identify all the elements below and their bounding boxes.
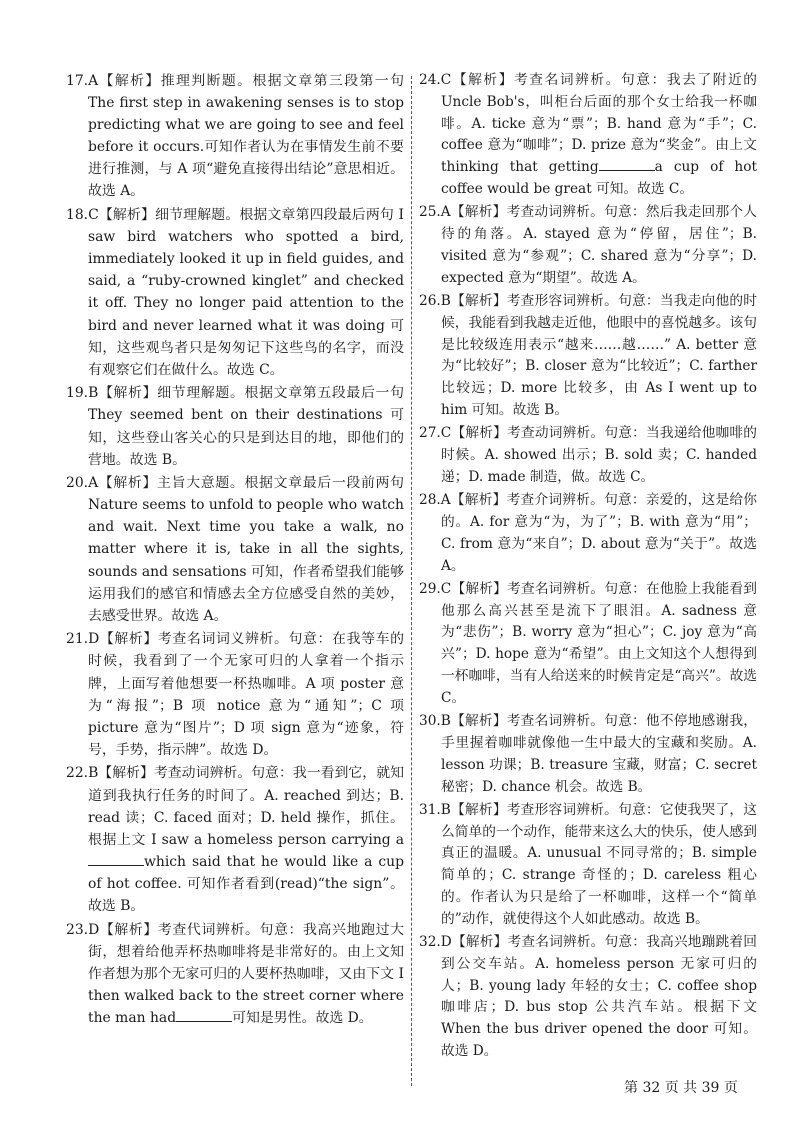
fill-in-blank (176, 1009, 232, 1022)
answer-item (419, 579, 757, 710)
item-explanation: B【解析】考查名词辨析。句意：他不停地感谢我，手里握着咖啡就像他一生中最大的宝藏和奖励。A. lesson 功课；B. treasure 宝藏，财富；C. secret 秘密；D. chance 机会。故选 B。 (440, 713, 757, 795)
answer-item (66, 382, 404, 470)
answer-item (419, 711, 757, 798)
column-divider (411, 76, 412, 1086)
item-explanation-continued: 可知是男性。故选 D。 (232, 1009, 373, 1026)
item-explanation: C【解析】细节理解题。根据文章第四段最后两句 I saw bird watchers who spotted a bird, immediately looked it up in field guides, and said, a “ruby-crowned kinglet” and checked it off. They no longer paid attention to the bird and never learned what it was doing 可知，这些观鸟者只是匆匆记下这些鸟的名字，而没有观察它们在做什么。故选 C。 (88, 207, 404, 378)
item-number: 26. (419, 292, 441, 309)
answer-item (66, 919, 404, 1029)
item-explanation-continued: which said that he would like a cup of hot coffee. 可知作者看到(read)“the sign”。故选 B。 (88, 853, 404, 914)
answer-item (419, 800, 757, 931)
answer-item (419, 423, 757, 488)
fill-in-blank (88, 853, 144, 866)
item-explanation: C【解析】考查名词辨析。句意：在他脸上我能看到他那么高兴甚至是流下了眼泪。A. sadness 意为“悲伤”；B. worry 意为“担心”；C. joy 意为“高兴”；D. hope 意为“希望”。由上文知这个人想得到一杯咖啡，当有人给送来的时候肯定是“高兴”。故选 C。 (440, 580, 757, 706)
answer-item (66, 762, 404, 917)
answer-item (66, 70, 404, 203)
item-number: 27. (419, 425, 441, 442)
item-explanation: D【解析】考查代词辨析。句意：我高兴地跑过大街，想着给他弄杯热咖啡将是非常好的。由上文知作者想为那个无家可归的人要杯热咖啡，又由下文 I then walked back to the street corner where the man had (88, 921, 404, 1026)
item-explanation: D【解析】考查名词词义辨析。句意：在我等车的时候，我看到了一个无家可归的人拿着一个指示牌，上面写着他想要一杯热咖啡。A 项 poster 意为“海报”；B 项 notice 意为“通知”；C 项 picture 意为“图片”；D 项 sign 意为“迹象，符号，手势，指示牌”。故选 D。 (88, 631, 404, 758)
item-explanation: A【解析】推理判断题。根据文章第三段第一句 The first step in awakening senses is to stop predicting what we are going to see and feel before it occurs.可知作者认为在事情发生前不要进行推测，与 A 项“避免直接得出结论”意思相近。故选 A。 (88, 73, 404, 200)
item-number: 17. (66, 73, 89, 89)
right-column (419, 70, 757, 1064)
item-number: 25. (419, 204, 441, 221)
answer-item (66, 628, 404, 761)
item-number: 31. (419, 801, 441, 818)
item-explanation: A【解析】主旨大意题。根据文章最后一段前两句 Nature seems to unfold to people who watch and wait. Next time you take a walk, no matter where it is, take in all the sights, sounds and sensations 可知，作者希望我们能够运用我们的感官和情感去全方位感受自然的美妙，去感受世界。故选 A。 (88, 475, 404, 624)
answer-item (419, 202, 757, 289)
item-explanation: A【解析】考查介词辨析。句意：亲爱的，这是给你的。A. for 意为“为，为了”；B. with 意为“用”；C. from 意为“来自”；D. about 意为“关于”。故选 A。 (440, 492, 757, 574)
answer-item (66, 472, 404, 627)
answer-item (419, 291, 757, 422)
item-explanation: B【解析】考查形容词辨析。句意：它使我哭了，这么简单的一个动作，能带来这么大的快乐，使人感到真正的温暖。A. unusual 不同寻常的；B. simple 简单的；C. strange 奇怪的；D. careless 粗心的。作者认为只是给了一杯咖啡，这样一个“简单的”动作，就使得这个人如此感动。故选 B。 (440, 801, 757, 927)
item-number: 24. (419, 72, 441, 88)
item-explanation: A【解析】考查动词辨析。句意：然后我走回那个人待的角落。A. stayed 意为“停留，居住”；B. visited 意为“参观”；C. shared 意为“分享”；D. expected 意为“期望”。故选 A。 (440, 204, 757, 286)
item-explanation: B【解析】考查形容词辨析。句意：当我走向他的时候，我能看到我越走近他，他眼中的喜悦越多。该句是比较级连用表示“越来……越……” A. better 意为“比较好”；B. closer 意为“比较近”；C. farther 比较远；D. more 比较多，由 As I went up to him 可知。故选 B。 (440, 292, 757, 418)
item-explanation: D【解析】考查名词辨析。句意：我高兴地蹦跳着回到公交车站。A. homeless person 无家可归的人；B. young lady 年轻的女士；C. coffee shop 咖啡店；D. bus stop 公共汽车站。根据下文 When the bus driver opened the door 可知。故选 D。 (440, 934, 757, 1060)
answer-item (419, 490, 757, 577)
fill-in-blank (599, 158, 655, 171)
item-number: 29. (419, 580, 441, 597)
item-explanation: B【解析】考查动词辨析。句意：我一看到它，就知道到我执行任务的时间了。A. reached 到达；B. read 读；C. faced 面对；D. held 操作，抓住。根据上文 I saw a homeless person carrying a (88, 765, 404, 848)
answer-item (419, 70, 757, 201)
item-explanation: C【解析】考查名词辨析。句意：我去了附近的 Uncle Bob's，叫柜台后面的那个女士给我一杯咖啡。A. ticke 意为“票”；B. hand 意为“手”；C. coffee 意为“咖啡”；D. prize 意为“奖金”。由上文 thinking that getting (440, 72, 757, 176)
answer-item (66, 204, 404, 381)
item-explanation: B【解析】细节理解题。根据文章第五段最后一句 They seemed bent on their destinations 可知，这些登山客关心的只是到达目的地，即他们的营地。故选 B。 (88, 385, 404, 468)
item-number: 23. (66, 921, 89, 938)
item-explanation-continued: a cup of hot coffee would be great 可知。故选 C。 (441, 159, 757, 197)
item-number: 32. (419, 934, 441, 951)
item-number: 30. (419, 713, 441, 730)
item-number: 22. (66, 765, 89, 782)
item-number: 18. (66, 207, 89, 224)
item-number: 20. (66, 475, 89, 492)
item-number: 19. (66, 385, 89, 402)
item-explanation: C【解析】考查动词辨析。句意：当我递给他咖啡的时候。A. showed 出示；B. sold 卖；C. handed 递；D. made 制造，做。故选 C。 (440, 425, 757, 485)
answer-item (419, 932, 757, 1063)
item-number: 28. (419, 492, 441, 509)
left-column (66, 70, 404, 1031)
page-number: 第 32 页 共 39 页 (624, 1080, 738, 1096)
item-number: 21. (66, 631, 89, 648)
